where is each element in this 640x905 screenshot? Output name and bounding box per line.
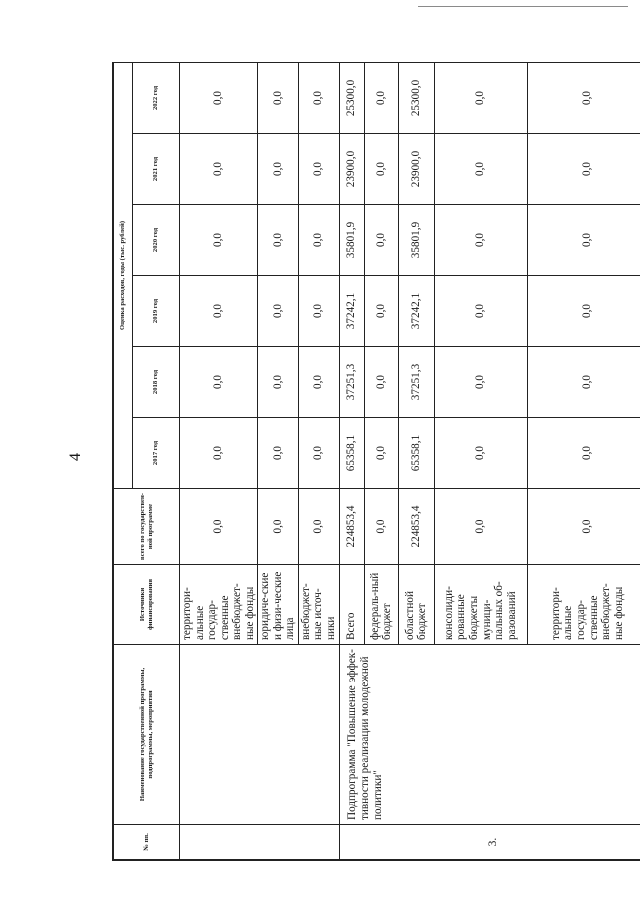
- header-source: Источники финансирования: [114, 565, 180, 645]
- year-2017-value: 0,0: [434, 418, 527, 489]
- rotated-table-frame: [113, 63, 640, 860]
- total-value: 0,0: [364, 489, 398, 565]
- source-cell: территори-альные государ-ственные внебюджет-ные фонды: [527, 565, 640, 645]
- year-2018-value: 0,0: [298, 347, 339, 418]
- year-2022-value: 0,0: [434, 62, 527, 133]
- table-row: [180, 62, 258, 859]
- header-year-2018: 2018 год: [133, 347, 180, 418]
- year-2018-value: 0,0: [258, 347, 299, 418]
- year-2019-value: 0,0: [258, 276, 299, 347]
- source-cell: территори-альные государ-ственные внебюджет-ные фонды: [180, 565, 258, 645]
- header-year-2022: 2022 год: [133, 62, 180, 133]
- year-2020-value: 0,0: [434, 205, 527, 276]
- subprogram-name: Подпрограмма "Повышение эффек-тивности реализации молодежной политики": [339, 645, 640, 825]
- year-2017-value: 0,0: [298, 418, 339, 489]
- page-number: 4: [67, 453, 84, 461]
- total-value: 224853,4: [339, 489, 364, 565]
- year-2019-value: 0,0: [364, 276, 398, 347]
- total-value: 0,0: [298, 489, 339, 565]
- source-cell: Всего: [339, 565, 364, 645]
- year-2018-value: 37251,3: [398, 347, 434, 418]
- header-year-2017: 2017 год: [133, 418, 180, 489]
- total-value: 224853,4: [398, 489, 434, 565]
- year-2021-value: 0,0: [298, 134, 339, 205]
- total-value: 0,0: [434, 489, 527, 565]
- total-value: 0,0: [180, 489, 258, 565]
- year-2022-value: 0,0: [258, 62, 299, 133]
- year-2020-value: 35801,9: [339, 205, 364, 276]
- year-2019-value: 0,0: [434, 276, 527, 347]
- source-cell: внебюджет-ные источ-ники: [298, 565, 339, 645]
- year-2022-value: 0,0: [527, 62, 640, 133]
- year-2021-value: 23900,0: [398, 134, 434, 205]
- header-total: всего по государствен-ной программе: [114, 489, 180, 565]
- year-2017-value: 0,0: [180, 418, 258, 489]
- year-2021-value: 0,0: [180, 134, 258, 205]
- table-row: [339, 62, 364, 859]
- year-2017-value: 65358,1: [339, 418, 364, 489]
- year-2020-value: 35801,9: [398, 205, 434, 276]
- name-cell: [180, 645, 340, 825]
- year-2022-value: 0,0: [364, 62, 398, 133]
- header-expense-estimate: Оценка расходов, годы (тыс. рублей): [114, 62, 133, 488]
- year-2018-value: 37251,3: [339, 347, 364, 418]
- year-2021-value: 23900,0: [339, 134, 364, 205]
- source-cell: юридиче-ские и физи-ческие лица: [258, 565, 299, 645]
- header-year-2020: 2020 год: [133, 205, 180, 276]
- year-2019-value: 37242,1: [339, 276, 364, 347]
- subprogram-number: 3.: [339, 825, 640, 860]
- total-value: 0,0: [258, 489, 299, 565]
- total-value: 0,0: [527, 489, 640, 565]
- year-2022-value: 0,0: [180, 62, 258, 133]
- budget-table-sheet: [112, 62, 640, 861]
- header-year-2021: 2021 год: [133, 134, 180, 205]
- year-2019-value: 0,0: [180, 276, 258, 347]
- header-number: № пп.: [114, 825, 180, 860]
- year-2022-value: 25300,0: [339, 62, 364, 133]
- year-2018-value: 0,0: [180, 347, 258, 418]
- source-cell: федераль-ный бюджет: [364, 565, 398, 645]
- year-2022-value: 0,0: [298, 62, 339, 133]
- year-2021-value: 0,0: [258, 134, 299, 205]
- year-2017-value: 0,0: [364, 418, 398, 489]
- year-2017-value: 0,0: [527, 418, 640, 489]
- year-2018-value: 0,0: [364, 347, 398, 418]
- year-2020-value: 0,0: [364, 205, 398, 276]
- year-2018-value: 0,0: [527, 347, 640, 418]
- year-2020-value: 0,0: [527, 205, 640, 276]
- source-cell: областной бюджет: [398, 565, 434, 645]
- year-2020-value: 0,0: [180, 205, 258, 276]
- year-2020-value: 0,0: [298, 205, 339, 276]
- number-cell: [180, 825, 340, 860]
- header-name: Наименование государственной программы, подпрограммы, мероприятия: [114, 645, 180, 825]
- year-2017-value: 65358,1: [398, 418, 434, 489]
- year-2019-value: 0,0: [527, 276, 640, 347]
- year-2019-value: 0,0: [298, 276, 339, 347]
- year-2017-value: 0,0: [258, 418, 299, 489]
- scan-mark: [418, 6, 628, 7]
- year-2021-value: 0,0: [364, 134, 398, 205]
- year-2020-value: 0,0: [258, 205, 299, 276]
- year-2021-value: 0,0: [434, 134, 527, 205]
- year-2018-value: 0,0: [434, 347, 527, 418]
- source-cell: консолиди-рованные бюджеты муници-пальных об-разований: [434, 565, 527, 645]
- budget-table: [113, 62, 640, 860]
- year-2022-value: 25300,0: [398, 62, 434, 133]
- year-2021-value: 0,0: [527, 134, 640, 205]
- header-year-2019: 2019 год: [133, 276, 180, 347]
- year-2019-value: 37242,1: [398, 276, 434, 347]
